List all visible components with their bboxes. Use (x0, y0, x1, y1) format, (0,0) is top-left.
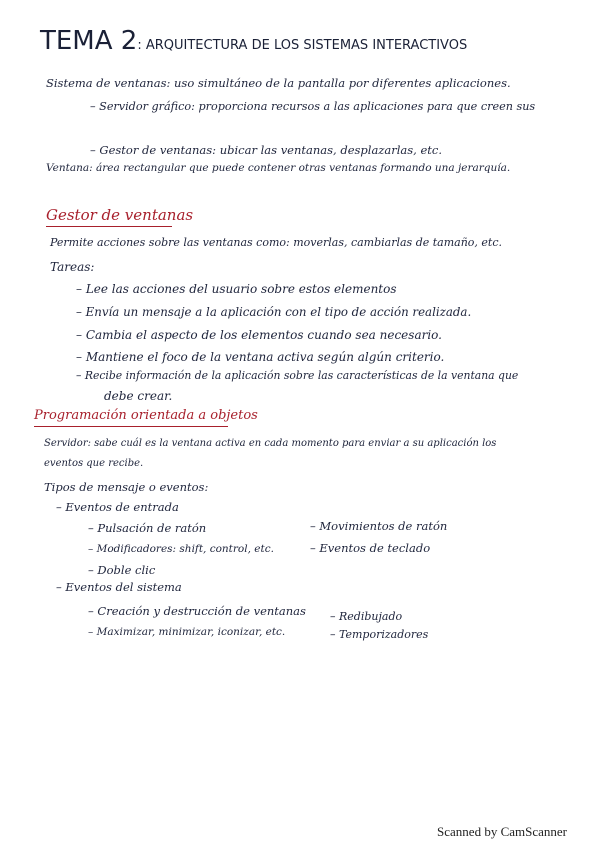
note-line: – Gestor de ventanas: ubicar las ventanas, desplazarlas, etc. (90, 143, 442, 157)
note-line: – Recibe información de la aplicación sobre las características de la ventana que (76, 369, 519, 382)
note-line: – Mantiene el foco de la ventana activa según algún criterio. (76, 350, 445, 364)
section-heading: Programación orientada a objetos (34, 408, 258, 423)
heading-underline (34, 426, 228, 427)
note-line: – Eventos del sistema (56, 580, 182, 594)
title-main: TEMA 2 (40, 26, 138, 56)
note-line: Sistema de ventanas: uso simultáneo de la pantalla por diferentes aplicaciones. (46, 76, 511, 90)
page-title (40, 26, 467, 56)
note-line: debe crear. (104, 389, 173, 403)
note-line: – Temporizadores (330, 628, 429, 641)
scanner-watermark: Scanned by CamScanner (437, 824, 567, 839)
note-line: – Cambia el aspecto de los elementos cuando sea necesario. (76, 328, 442, 342)
note-line: Ventana: área rectangular que puede contener otras ventanas formando una jerarquía. (46, 162, 511, 174)
note-line: – Redibujado (330, 610, 403, 623)
note-line: – Modificadores: shift, control, etc. (88, 543, 274, 555)
note-line: – Pulsación de ratón (88, 521, 207, 535)
note-line: – Eventos de entrada (56, 500, 179, 514)
note-line: – Doble clic (88, 563, 156, 577)
heading-underline (46, 226, 172, 227)
section-heading: Gestor de ventanas (46, 206, 194, 224)
title-rest: : ARQUITECTURA DE LOS SISTEMAS INTERACTIVOS (137, 38, 468, 53)
note-line: – Eventos de teclado (310, 541, 431, 555)
note-line: – Lee las acciones del usuario sobre estos elementos (76, 282, 397, 296)
note-line: – Servidor gráfico: proporciona recursos a las aplicaciones para que creen sus (90, 100, 536, 113)
note-line: – Envía un mensaje a la aplicación con el tipo de acción realizada. (76, 305, 472, 319)
note-line: – Creación y destrucción de ventanas (88, 604, 306, 618)
note-line: eventos que recibe. (44, 458, 144, 469)
note-line: – Movimientos de ratón (310, 519, 448, 533)
note-line: Tipos de mensaje o eventos: (44, 480, 209, 494)
note-line: Tareas: (50, 260, 95, 274)
note-line: – Maximizar, minimizar, iconizar, etc. (88, 626, 286, 638)
note-line: Servidor: sabe cuál es la ventana activa en cada momento para enviar a su aplicación los (44, 438, 497, 449)
note-line: Permite acciones sobre las ventanas como: moverlas, cambiarlas de tamaño, etc. (50, 236, 503, 249)
